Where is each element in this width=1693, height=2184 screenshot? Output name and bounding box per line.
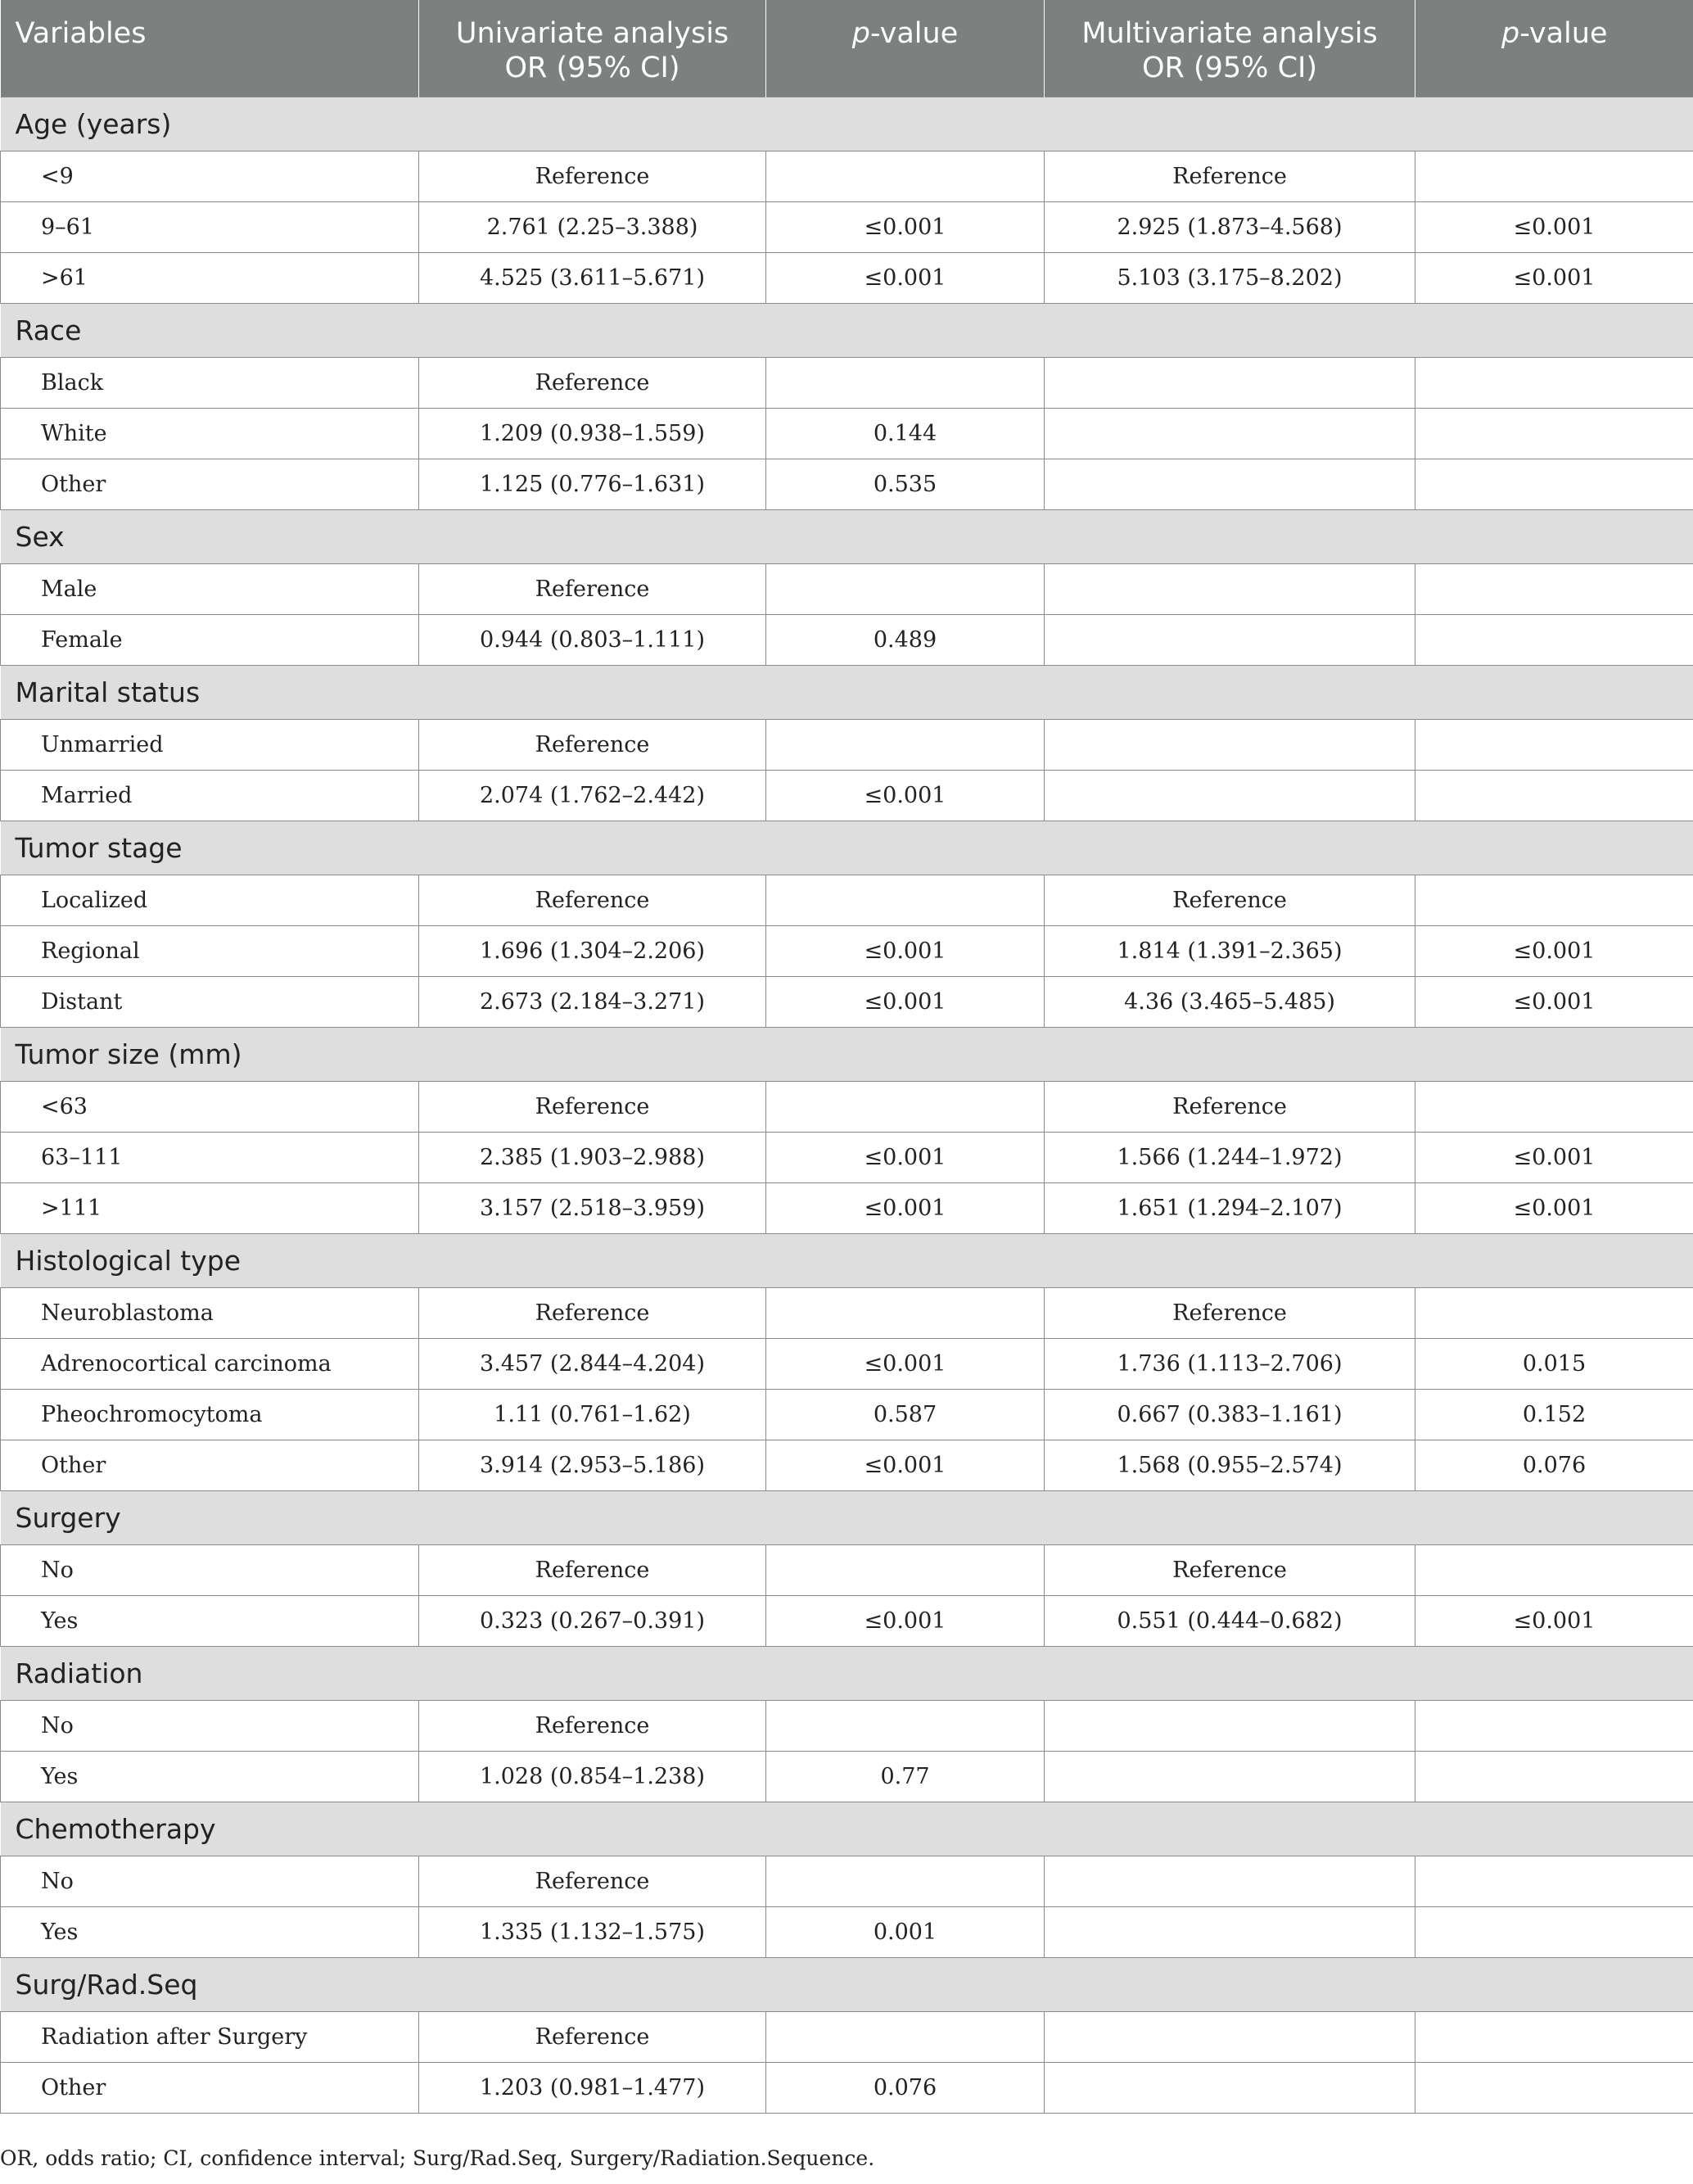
variable-cell: Other (1, 2062, 419, 2113)
group-label: Sex (1, 509, 1693, 563)
multivariate-p-cell: ≤0.001 (1415, 1182, 1693, 1233)
group-row (1, 1027, 1693, 1081)
multivariate-or-cell: Reference (1045, 151, 1415, 201)
multivariate-p-cell (1415, 719, 1693, 770)
univariate-p-cell: ≤0.001 (766, 201, 1045, 252)
table-row (1, 2011, 1693, 2062)
table-row (1, 1751, 1693, 1802)
variable-cell: No (1, 1544, 419, 1595)
univariate-p-cell: 0.144 (766, 408, 1045, 459)
table-row (1, 1595, 1693, 1646)
table-row (1, 563, 1693, 614)
multivariate-or-cell (1045, 719, 1415, 770)
multivariate-p-cell: ≤0.001 (1415, 976, 1693, 1027)
multivariate-or-cell: Reference (1045, 1287, 1415, 1338)
multivariate-p-cell (1415, 1906, 1693, 1957)
univariate-or-cell: 3.914 (2.953–5.186) (419, 1440, 766, 1490)
univariate-p-cell: 0.489 (766, 614, 1045, 665)
table-row (1, 925, 1693, 976)
multivariate-or-cell (1045, 563, 1415, 614)
group-label: Marital status (1, 665, 1693, 719)
univariate-or-cell: Reference (419, 719, 766, 770)
multivariate-or-cell: 0.667 (0.383–1.161) (1045, 1389, 1415, 1440)
multivariate-p-cell (1415, 770, 1693, 821)
multivariate-or-cell: 1.566 (1.244–1.972) (1045, 1132, 1415, 1182)
group-label: Surg/Rad.Seq (1, 1957, 1693, 2011)
multivariate-or-cell: 4.36 (3.465–5.485) (1045, 976, 1415, 1027)
group-row (1, 821, 1693, 875)
univariate-or-cell: Reference (419, 357, 766, 408)
multivariate-or-cell: 0.551 (0.444–0.682) (1045, 1595, 1415, 1646)
univariate-p-cell (766, 563, 1045, 614)
multivariate-p-cell (1415, 1700, 1693, 1751)
variable-cell: Other (1, 459, 419, 509)
group-row (1, 97, 1693, 151)
variable-cell: Male (1, 563, 419, 614)
group-label: Radiation (1, 1646, 1693, 1700)
table-row (1, 1544, 1693, 1595)
variable-cell: Adrenocortical carcinoma (1, 1338, 419, 1389)
header-univariate-p (766, 0, 1045, 97)
table-row (1, 357, 1693, 408)
univariate-or-cell: 1.125 (0.776–1.631) (419, 459, 766, 509)
univariate-or-cell: Reference (419, 1544, 766, 1595)
table-body (1, 97, 1693, 2113)
table-row (1, 1132, 1693, 1182)
multivariate-or-cell (1045, 770, 1415, 821)
group-label: Tumor stage (1, 821, 1693, 875)
multivariate-p-cell (1415, 1544, 1693, 1595)
univariate-or-cell: Reference (419, 1700, 766, 1751)
multivariate-or-cell: 1.651 (1.294–2.107) (1045, 1182, 1415, 1233)
univariate-or-cell: 1.335 (1.132–1.575) (419, 1906, 766, 1957)
univariate-p-cell: 0.001 (766, 1906, 1045, 1957)
table-row (1, 2062, 1693, 2113)
group-label: Chemotherapy (1, 1802, 1693, 1856)
multivariate-or-cell (1045, 1751, 1415, 1802)
univariate-p-cell: ≤0.001 (766, 1182, 1045, 1233)
univariate-p-cell: ≤0.001 (766, 925, 1045, 976)
group-label: Tumor size (mm) (1, 1027, 1693, 1081)
variable-cell: Other (1, 1440, 419, 1490)
univariate-or-cell: 0.944 (0.803–1.111) (419, 614, 766, 665)
univariate-or-cell: Reference (419, 2011, 766, 2062)
variable-cell: Regional (1, 925, 419, 976)
variable-cell: No (1, 1700, 419, 1751)
variable-cell: Married (1, 770, 419, 821)
multivariate-p-cell: ≤0.001 (1415, 925, 1693, 976)
univariate-p-cell (766, 2011, 1045, 2062)
multivariate-or-cell: 5.103 (3.175–8.202) (1045, 252, 1415, 303)
univariate-or-cell: Reference (419, 875, 766, 925)
header-univariate-p-rest: -value (869, 17, 959, 50)
univariate-or-cell: 3.157 (2.518–3.959) (419, 1182, 766, 1233)
multivariate-or-cell: 1.568 (0.955–2.574) (1045, 1440, 1415, 1490)
variable-cell: >61 (1, 252, 419, 303)
table-row (1, 459, 1693, 509)
group-row (1, 303, 1693, 357)
table-row (1, 875, 1693, 925)
univariate-or-cell: Reference (419, 151, 766, 201)
multivariate-or-cell (1045, 2011, 1415, 2062)
variable-cell: <9 (1, 151, 419, 201)
table-row (1, 770, 1693, 821)
multivariate-p-cell (1415, 408, 1693, 459)
multivariate-or-cell (1045, 357, 1415, 408)
group-row (1, 1490, 1693, 1544)
multivariate-p-cell (1415, 2062, 1693, 2113)
table-footnote: OR, odds ratio; CI, confidence interval; Surg/Rad.Seq, Surgery/Radiation.Sequence. (0, 2146, 875, 2170)
univariate-p-cell: ≤0.001 (766, 252, 1045, 303)
multivariate-or-cell (1045, 1906, 1415, 1957)
univariate-or-cell: 3.457 (2.844–4.204) (419, 1338, 766, 1389)
univariate-p-cell (766, 1287, 1045, 1338)
univariate-or-cell: 1.203 (0.981–1.477) (419, 2062, 766, 2113)
multivariate-p-cell (1415, 459, 1693, 509)
header-variables: Variables (1, 0, 419, 97)
univariate-p-cell (766, 1081, 1045, 1132)
univariate-p-cell: ≤0.001 (766, 1338, 1045, 1389)
group-row (1, 509, 1693, 563)
variable-cell: >111 (1, 1182, 419, 1233)
univariate-or-cell: 2.673 (2.184–3.271) (419, 976, 766, 1027)
header-multivariate-p-rest: -value (1519, 17, 1608, 50)
univariate-or-cell: 0.323 (0.267–0.391) (419, 1595, 766, 1646)
univariate-or-cell: 2.074 (1.762–2.442) (419, 770, 766, 821)
multivariate-p-cell: ≤0.001 (1415, 1132, 1693, 1182)
multivariate-p-cell: 0.015 (1415, 1338, 1693, 1389)
multivariate-or-cell (1045, 2062, 1415, 2113)
multivariate-p-cell: 0.076 (1415, 1440, 1693, 1490)
table-row (1, 614, 1693, 665)
variable-cell: 9–61 (1, 201, 419, 252)
multivariate-or-cell (1045, 459, 1415, 509)
header-row (1, 0, 1693, 97)
multivariate-or-cell: Reference (1045, 875, 1415, 925)
table-row (1, 201, 1693, 252)
multivariate-p-cell (1415, 2011, 1693, 2062)
group-label: Race (1, 303, 1693, 357)
table-row (1, 252, 1693, 303)
univariate-p-cell (766, 875, 1045, 925)
group-label: Histological type (1, 1233, 1693, 1287)
univariate-p-cell (766, 719, 1045, 770)
univariate-or-cell: Reference (419, 563, 766, 614)
multivariate-p-cell (1415, 1856, 1693, 1906)
table-row (1, 1440, 1693, 1490)
univariate-or-cell: 1.028 (0.854–1.238) (419, 1751, 766, 1802)
univariate-or-cell: 1.11 (0.761–1.62) (419, 1389, 766, 1440)
header-univariate-p-italic: p (851, 17, 870, 50)
multivariate-p-cell (1415, 614, 1693, 665)
table-row (1, 1081, 1693, 1132)
univariate-p-cell: ≤0.001 (766, 1132, 1045, 1182)
variable-cell: No (1, 1856, 419, 1906)
univariate-or-cell: Reference (419, 1856, 766, 1906)
table-row (1, 976, 1693, 1027)
multivariate-p-cell (1415, 1081, 1693, 1132)
variable-cell: Unmarried (1, 719, 419, 770)
univariate-p-cell (766, 357, 1045, 408)
multivariate-or-cell: 1.736 (1.113–2.706) (1045, 1338, 1415, 1389)
univariate-p-cell: 0.535 (766, 459, 1045, 509)
univariate-or-cell: Reference (419, 1081, 766, 1132)
multivariate-p-cell (1415, 151, 1693, 201)
group-row (1, 1802, 1693, 1856)
variable-cell: Black (1, 357, 419, 408)
variable-cell: Distant (1, 976, 419, 1027)
table-row (1, 408, 1693, 459)
univariate-p-cell: ≤0.001 (766, 976, 1045, 1027)
multivariate-p-cell: ≤0.001 (1415, 1595, 1693, 1646)
group-row (1, 665, 1693, 719)
table-row (1, 1287, 1693, 1338)
multivariate-p-cell: ≤0.001 (1415, 201, 1693, 252)
univariate-or-cell: 1.209 (0.938–1.559) (419, 408, 766, 459)
multivariate-or-cell: Reference (1045, 1544, 1415, 1595)
header-univariate-or: Univariate analysis OR (95% CI) (419, 0, 766, 97)
multivariate-or-cell: Reference (1045, 1081, 1415, 1132)
variable-cell: Yes (1, 1906, 419, 1957)
variable-cell: Yes (1, 1595, 419, 1646)
multivariate-or-cell: 1.814 (1.391–2.365) (1045, 925, 1415, 976)
table-row (1, 719, 1693, 770)
variable-cell: Yes (1, 1751, 419, 1802)
multivariate-p-cell: ≤0.001 (1415, 252, 1693, 303)
univariate-p-cell: 0.587 (766, 1389, 1045, 1440)
multivariate-p-cell (1415, 875, 1693, 925)
multivariate-p-cell (1415, 563, 1693, 614)
multivariate-p-cell (1415, 357, 1693, 408)
group-label: Age (years) (1, 97, 1693, 151)
multivariate-p-cell: 0.152 (1415, 1389, 1693, 1440)
variable-cell: Radiation after Surgery (1, 2011, 419, 2062)
header-multivariate-or: Multivariate analysis OR (95% CI) (1045, 0, 1415, 97)
univariate-or-cell: 2.761 (2.25–3.388) (419, 201, 766, 252)
univariate-p-cell: 0.77 (766, 1751, 1045, 1802)
univariate-p-cell: ≤0.001 (766, 770, 1045, 821)
multivariate-or-cell (1045, 408, 1415, 459)
table-row (1, 1856, 1693, 1906)
variable-cell: Pheochromocytoma (1, 1389, 419, 1440)
univariate-or-cell: 2.385 (1.903–2.988) (419, 1132, 766, 1182)
univariate-or-cell: 4.525 (3.611–5.671) (419, 252, 766, 303)
header-multivariate-p-italic: p (1501, 17, 1520, 50)
variable-cell: Localized (1, 875, 419, 925)
table-row (1, 1389, 1693, 1440)
univariate-p-cell (766, 1856, 1045, 1906)
multivariate-or-cell (1045, 1856, 1415, 1906)
group-row (1, 1646, 1693, 1700)
multivariate-or-cell (1045, 614, 1415, 665)
univariate-or-cell: 1.696 (1.304–2.206) (419, 925, 766, 976)
variable-cell: White (1, 408, 419, 459)
multivariate-p-cell (1415, 1751, 1693, 1802)
univariate-p-cell (766, 1700, 1045, 1751)
variable-cell: Female (1, 614, 419, 665)
univariate-p-cell: ≤0.001 (766, 1440, 1045, 1490)
table-row (1, 151, 1693, 201)
variable-cell: Neuroblastoma (1, 1287, 419, 1338)
multivariate-or-cell (1045, 1700, 1415, 1751)
variable-cell: <63 (1, 1081, 419, 1132)
univariate-or-cell: Reference (419, 1287, 766, 1338)
table-row (1, 1338, 1693, 1389)
multivariate-or-cell: 2.925 (1.873–4.568) (1045, 201, 1415, 252)
group-label: Surgery (1, 1490, 1693, 1544)
table-row (1, 1906, 1693, 1957)
univariate-p-cell (766, 151, 1045, 201)
variable-cell: 63–111 (1, 1132, 419, 1182)
table-row (1, 1700, 1693, 1751)
multivariate-p-cell (1415, 1287, 1693, 1338)
group-row (1, 1957, 1693, 2011)
header-multivariate-p (1415, 0, 1693, 97)
univariate-p-cell (766, 1544, 1045, 1595)
univariate-p-cell: ≤0.001 (766, 1595, 1045, 1646)
group-row (1, 1233, 1693, 1287)
table-row (1, 1182, 1693, 1233)
univariate-p-cell: 0.076 (766, 2062, 1045, 2113)
